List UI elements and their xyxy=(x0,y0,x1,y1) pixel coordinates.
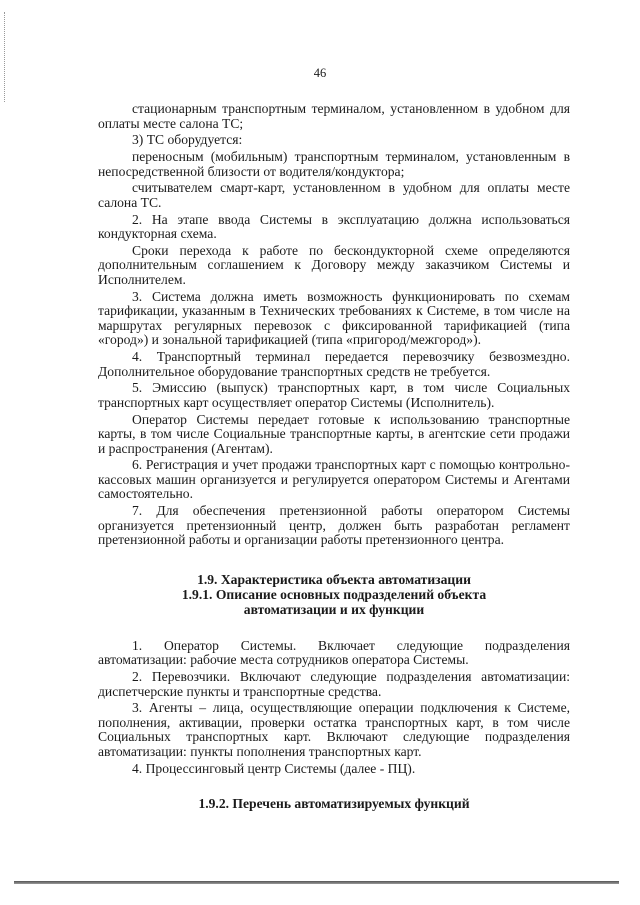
paragraph: 3) ТС оборудуется: xyxy=(132,132,243,148)
paragraph: 7. Для обеспечения претензионной работы оператором Системы организуется претензионный центр, должен быть разработан регламент претензионной работы и организации работы претензионного центра. xyxy=(98,503,570,548)
scan-edge-marks xyxy=(4,12,8,102)
section-paragraph: 2. Перевозчики. Включают следующие подразделения автоматизации: диспетчерские пункты и транспортные средства. xyxy=(98,669,570,699)
paragraph: стационарным транспортным терминалом, установленном в удобном для оплаты месте салона ТС; xyxy=(98,101,570,131)
document-body xyxy=(98,102,570,778)
section-paragraph: 4. Процессинговый центр Системы (далее - ПЦ). xyxy=(132,760,416,776)
paragraph: Сроки перехода к работе по бескондукторной схеме определяются дополнительным соглашением к Договору между заказчиком Системы и Исполнителем. xyxy=(98,242,570,287)
paragraph: 2. На этапе ввода Системы в эксплуатацию должна использоваться кондукторная схема. xyxy=(98,211,570,242)
section-title: 1.9. Характеристика объекта автоматизации xyxy=(197,571,471,587)
paragraph: Оператор Системы передает готовые к использованию транспортные карты, в том числе Социальные транспортные карты, в агентские сети продажи и распространения (Агентам). xyxy=(98,411,570,456)
section-heading-block xyxy=(98,572,570,617)
section-paragraph: 1. Оператор Системы. Включает следующие подразделения автоматизации: рабочие места сотрудников оператора Системы. xyxy=(98,637,570,668)
paragraph: 5. Эмиссию (выпуск) транспортных карт, в том числе Социальных транспортных карт осуществляет оператор Системы (Исполнитель). xyxy=(98,380,570,410)
paragraph: считывателем смарт-карт, установленном в удобном для оплаты месте салона ТС. xyxy=(98,180,570,210)
subsection-title-192: 1.9.2. Перечень автоматизируемых функций xyxy=(198,796,470,811)
paragraph: 6. Регистрация и учет продажи транспортных карт с помощью контрольно-кассовых машин организуется и регулируется оператором Системы и Агентами самостоятельно. xyxy=(98,457,570,502)
subsection-title-line1: 1.9.1. Описание основных подразделений объекта xyxy=(181,586,487,602)
section-paragraph: 3. Агенты – лица, осуществляющие операции подключения к Системе, пополнения, активации, проверки остатка транспортных карт, в том числе Социальных транспортных карт. Включают следующие подразделения автоматизации: пункты пополнения транспортных карт. xyxy=(98,700,570,759)
paragraph: 4. Транспортный терминал передается перевозчику безвозмездно. Дополнительное оборудование транспортных средств не требуется. xyxy=(98,349,570,379)
paragraph: 3. Система должна иметь возможность функционировать по схемам тарификации, указанным в Технических требованиях к Системе, в том числе на маршрутах регулярных перевозок с фиксированной тарификацией (типа «город») и зональной тарификацией (типа «пригород/межгород»). xyxy=(98,288,570,348)
page-number: 46 xyxy=(313,66,327,80)
paragraph: переносным (мобильным) транспортным терминалом, установленным в непосредственной близости от водителя/кондуктора; xyxy=(98,149,570,179)
page-bottom-edge xyxy=(14,881,619,884)
subsection-title-line2: автоматизации и их функции xyxy=(243,601,425,617)
